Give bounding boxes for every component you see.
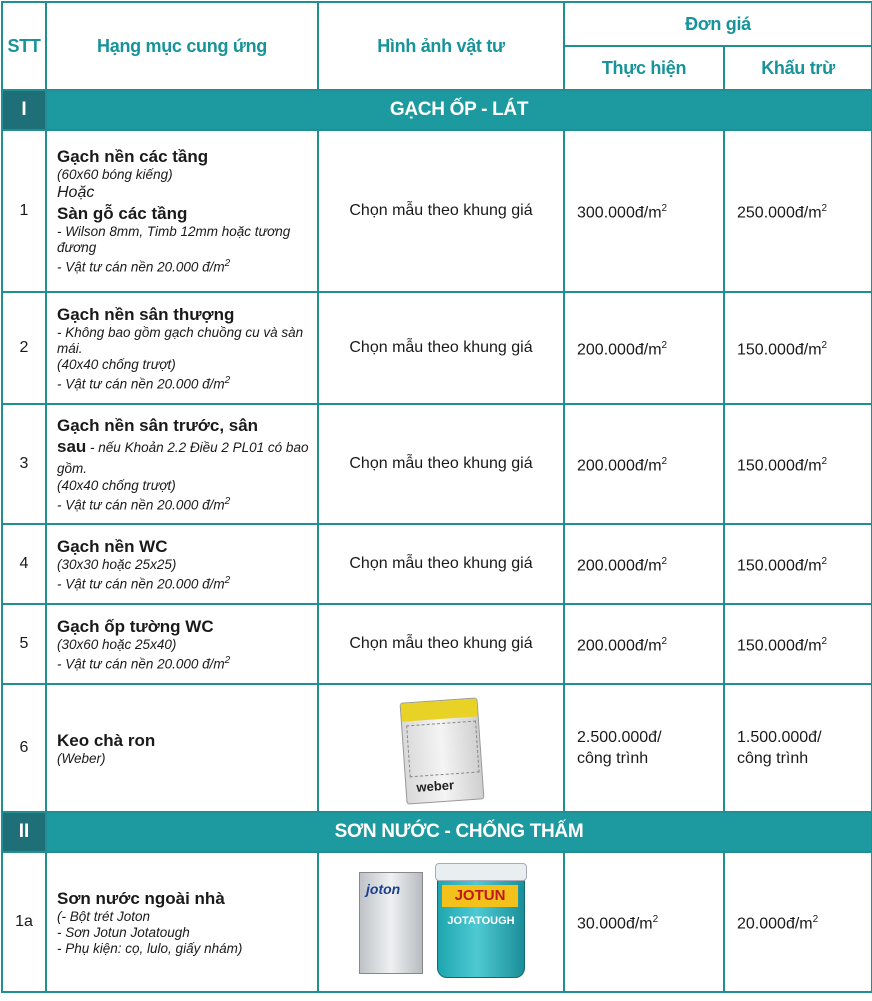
jotun-logo: JOTUN bbox=[442, 885, 518, 907]
row-image bbox=[318, 684, 564, 812]
header-deduct: Khấu trừ bbox=[724, 46, 872, 90]
item-alt: Hoặc bbox=[57, 184, 95, 202]
putty-bag-icon bbox=[359, 872, 423, 974]
price-table bbox=[1, 1, 872, 993]
item-spec: (Weber) bbox=[57, 750, 106, 766]
joton-logo: joton bbox=[366, 881, 401, 897]
item-note: - Vật tư cán nền 20.000 $đ/m^2$ bbox=[57, 258, 231, 275]
table-row bbox=[2, 524, 872, 604]
row-price-perform: $30.000đ/m^2$ bbox=[564, 852, 724, 992]
item-spec: (30x30 hoặc 25x25) bbox=[57, 556, 177, 572]
header-stt: STT bbox=[2, 2, 46, 90]
header-image: Hình ảnh vật tư bbox=[318, 2, 564, 90]
row-price-perform: $200.000đ/m^2$ bbox=[564, 604, 724, 684]
table-row bbox=[2, 404, 872, 524]
row-image-text: Chọn mẫu theo khung giá bbox=[318, 404, 564, 524]
table-row bbox=[2, 130, 872, 292]
item-title: Gạch nền WC bbox=[57, 536, 168, 556]
item-title: Gạch nền sân thượng bbox=[57, 304, 235, 324]
table-row bbox=[2, 852, 872, 992]
weber-logo: weber bbox=[415, 777, 455, 795]
item-note: - Vật tư cán nền 20.000 $đ/m^2$ bbox=[57, 654, 231, 672]
item-spec: (- Bột trét Joton bbox=[57, 908, 151, 924]
row-price-deduct: $150.000đ/m^2$ bbox=[724, 604, 872, 684]
row-image-text: Chọn mẫu theo khung giá bbox=[318, 604, 564, 684]
table-row bbox=[2, 604, 872, 684]
row-price-perform: $300.000đ/m^2$ bbox=[564, 130, 724, 292]
row-image bbox=[318, 852, 564, 992]
item-title: Gạch nền sân trước, sân bbox=[57, 415, 259, 435]
row-price-deduct: 1.500.000đ/ công trình bbox=[724, 684, 872, 812]
header-unit-price: Đơn giá bbox=[564, 2, 872, 46]
row-image-text: Chọn mẫu theo khung giá bbox=[318, 292, 564, 404]
row-item bbox=[46, 292, 318, 404]
row-stt: 3 bbox=[2, 404, 46, 524]
section-title: SƠN NƯỚC - CHỐNG THẤM bbox=[46, 812, 872, 852]
item-spec-2: (40x40 chống trượt) bbox=[57, 477, 176, 493]
weber-grout-bag-image bbox=[393, 694, 489, 802]
item-note: - Phụ kiện: cọ, lulo, giấy nhám) bbox=[57, 940, 243, 956]
row-price-deduct: $20.000đ/m^2$ bbox=[724, 852, 872, 992]
row-image-text: Chọn mẫu theo khung giá bbox=[318, 130, 564, 292]
section-number: I bbox=[2, 90, 46, 130]
row-price-deduct: $250.000đ/m^2$ bbox=[724, 130, 872, 292]
jotatough-label: JOTATOUGH bbox=[447, 915, 515, 927]
item-title: Gạch nền các tầng bbox=[57, 147, 209, 167]
item-title: Gạch ốp tường WC bbox=[57, 616, 214, 636]
row-price-deduct: $150.000đ/m^2$ bbox=[724, 292, 872, 404]
header-category: Hạng mục cung ứng bbox=[46, 2, 318, 90]
section-number: II bbox=[2, 812, 46, 852]
row-stt: 4 bbox=[2, 524, 46, 604]
row-stt: 6 bbox=[2, 684, 46, 812]
row-item bbox=[46, 524, 318, 604]
item-note: - Vật tư cán nền 20.000 $đ/m^2$ bbox=[57, 495, 231, 513]
row-item bbox=[46, 404, 318, 524]
row-stt: 2 bbox=[2, 292, 46, 404]
table-row bbox=[2, 292, 872, 404]
row-price-deduct: $150.000đ/m^2$ bbox=[724, 404, 872, 524]
item-spec: (60x60 bóng kiếng) bbox=[57, 167, 173, 183]
item-spec-2: - Wilson 8mm, Timb 12mm hoặc tương đương bbox=[57, 224, 291, 256]
paint-bucket-icon bbox=[437, 864, 525, 978]
row-stt: 1a bbox=[2, 852, 46, 992]
row-price-deduct: $150.000đ/m^2$ bbox=[724, 524, 872, 604]
item-title: Keo chà ron bbox=[57, 730, 156, 750]
item-spec-2: - Sơn Jotun Jotatough bbox=[57, 924, 190, 940]
row-item bbox=[46, 130, 318, 292]
table-row bbox=[2, 684, 872, 812]
row-stt: 1 bbox=[2, 130, 46, 292]
row-price-perform: 2.500.000đ/ công trình bbox=[564, 684, 724, 812]
item-spec: - Không bao gồm gạch chuồng cu và sàn mái. bbox=[57, 324, 304, 356]
row-item bbox=[46, 852, 318, 992]
header-perform: Thực hiện bbox=[564, 46, 724, 90]
item-spec: (30x60 hoặc 25x40) bbox=[57, 636, 177, 652]
row-price-perform: $200.000đ/m^2$ bbox=[564, 292, 724, 404]
paint-products-image bbox=[351, 862, 531, 982]
item-note: - Vật tư cán nền 20.000 $đ/m^2$ bbox=[57, 574, 231, 592]
row-image-text: Chọn mẫu theo khung giá bbox=[318, 524, 564, 604]
row-stt: 5 bbox=[2, 604, 46, 684]
row-item bbox=[46, 684, 318, 812]
item-title-cont: sau - nếu Khoản 2.2 Điều 2 PL01 có bao gồm. bbox=[57, 436, 309, 476]
row-price-perform: $200.000đ/m^2$ bbox=[564, 524, 724, 604]
row-item bbox=[46, 604, 318, 684]
item-title: Sơn nước ngoài nhà bbox=[57, 888, 225, 908]
bag-icon bbox=[400, 697, 485, 804]
item-spec-2: (40x40 chống trượt) bbox=[57, 356, 176, 372]
item-title-2: Sàn gỗ các tầng bbox=[57, 204, 188, 224]
section-title: GẠCH ỐP - LÁT bbox=[46, 90, 872, 130]
item-note: - Vật tư cán nền 20.000 $đ/m^2$ bbox=[57, 374, 231, 392]
row-price-perform: $200.000đ/m^2$ bbox=[564, 404, 724, 524]
